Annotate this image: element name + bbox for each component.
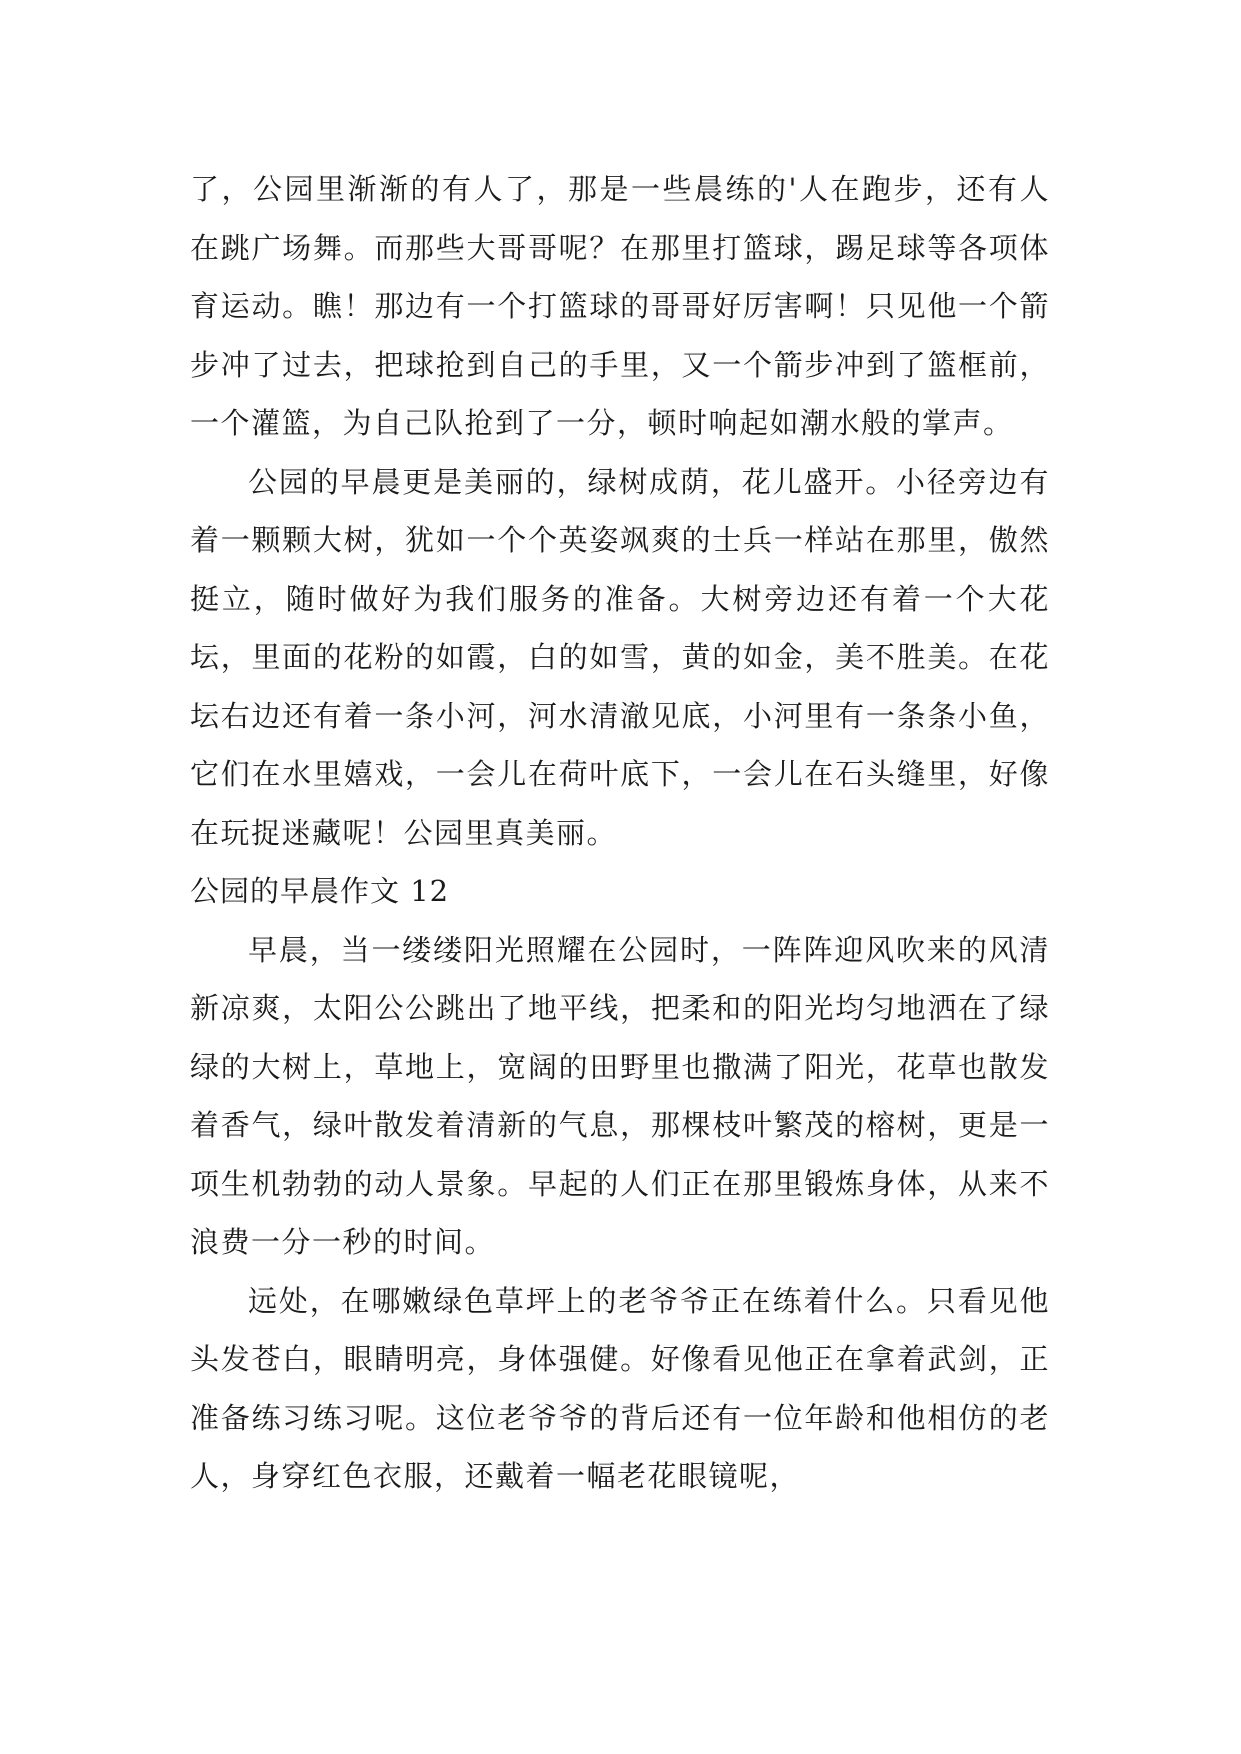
paragraph-park-morning-beauty: 公园的早晨更是美丽的，绿树成荫，花儿盛开。小径旁边有着一颗颗大树，犹如一个个英姿飒爽的士兵一样站在那里，傲然挺立，随时做好为我们服务的准备。大树旁边还有着一个大花坛，里面的花粉的如霞，白的如雪，黄的如金，美不胜美。在花坛右边还有着一条小河，河水清澈见底，小河里有一条条小鱼，它们在水里嬉戏，一会儿在荷叶底下，一会儿在石头缝里，好像在玩捉迷藏呢！公园里真美丽。 xyxy=(190,464,1050,850)
document-page xyxy=(190,160,1050,1506)
paragraph-grandpa-exercise: 远处，在哪嫩绿色草坪上的老爷爷正在练着什么。只看见他头发苍白，眼睛明亮，身体强健。好像看见他正在拿着武剑，正准备练习练习呢。这位老爷爷的背后还有一位年龄和他相仿的老人，身穿红色衣服，还戴着一幅老花眼镜呢， xyxy=(190,1283,1050,1493)
section-title: 公园的早晨作文 12 xyxy=(190,874,450,908)
paragraph-continued: 了，公园里渐渐的有人了，那是一些晨练的'人在跑步，还有人在跳广场舞。而那些大哥哥呢？在那里打篮球，踢足球等各项体育运动。瞧！那边有一个打篮球的哥哥好厉害啊！只见他一个箭步冲了过去，把球抢到自己的手里，又一个箭步冲到了篮框前，一个灌篮，为自己队抢到了一分，顿时响起如潮水般的掌声。 xyxy=(190,172,1050,440)
paragraph-morning-sunlight: 早晨，当一缕缕阳光照耀在公园时，一阵阵迎风吹来的风清新凉爽，太阳公公跳出了地平线，把柔和的阳光均匀地洒在了绿绿的大树上，草地上，宽阔的田野里也撒满了阳光，花草也散发着香气，绿叶散发着清新的气息，那棵枝叶繁茂的榕树，更是一项生机勃勃的动人景象。早起的人们正在那里锻炼身体，从来不浪费一分一秒的时间。 xyxy=(190,932,1050,1259)
